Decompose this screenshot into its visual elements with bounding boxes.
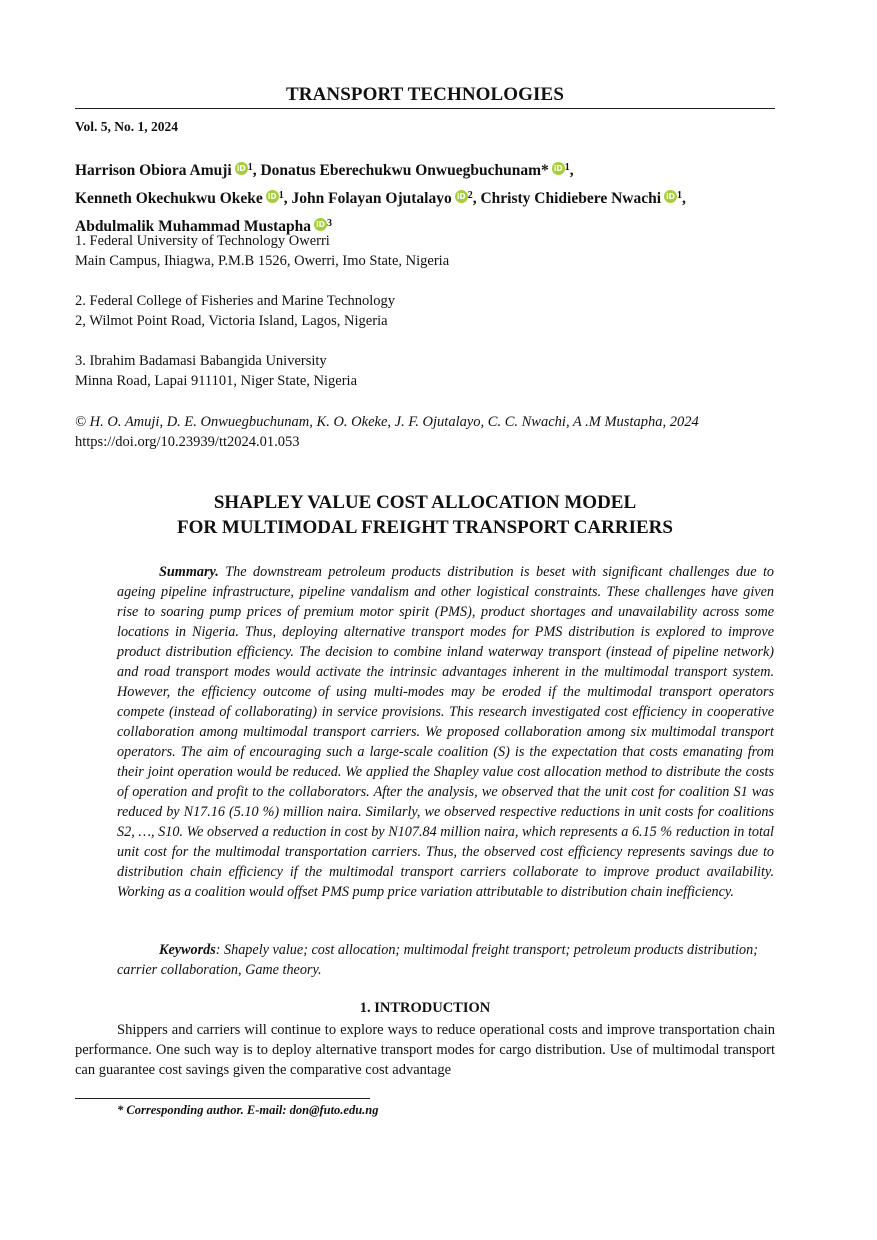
- author-name: Donatus Eberechukwu Onwuegbuchunam*: [260, 162, 549, 179]
- abstract-label: Summary.: [159, 564, 219, 580]
- orcid-icon[interactable]: iD: [455, 190, 468, 203]
- orcid-icon[interactable]: iD: [314, 218, 327, 231]
- affiliation-mark: 3: [327, 218, 333, 229]
- introduction-paragraph: Shippers and carriers will continue to explore ways to reduce operational costs and improve transportation chain performance. One such way is to deploy alternative transport modes for cargo distribution. Use of multimodal transport can guarantee cost savings given the comparative cost advantage: [75, 1022, 775, 1078]
- affiliation-1: 1. Federal University of Technology Owerri Main Campus, Ihiagwa, P.M.B 1526, Owerri, Imo State, Nigeria: [75, 233, 450, 269]
- orcid-icon[interactable]: iD: [552, 162, 565, 175]
- affiliation-mark: 1: [677, 190, 683, 201]
- orcid-icon[interactable]: iD: [266, 190, 279, 203]
- keywords-label: Keywords: [159, 942, 216, 958]
- author-list: Harrison Obiora Amuji iD $^1$, Donatus Eberechukwu Onwuegbuchunam* iD $^1$, Kenneth Okechukwu Okeke iD $^1$, John Folayan Ojutalayo iD $^2$, Christy Chidiebere Nwachi iD $^1$, Abdulmalik Muhammad Mustapha iD $^3$: [75, 162, 686, 235]
- copyright-block: [75, 412, 699, 452]
- abstract-text: The downstream petroleum products distribution is beset with significant challenges due to ageing pipeline infrastructure, pipeline vandalism and other logistical constraints. These challenges have given rise to soaring pump prices of premium motor spirit (PMS), product shortages and unavailability across some locations in Nigeria. Thus, deploying alternative transport modes for PMS distribution is explored to improve product distribution efficiency. The decision to combine inland waterway transport (instead of pipeline network) and road transport modes would activate the intrinsic advantages inherent in the multimodal transport system. However, the efficiency outcome of using multi-modes may be eroded if the multimodal transport operators compete (instead of collaborating) in service provisions. This research investigated cost efficiency in cooperative collaboration among multimodal transport carriers. We proposed collaboration among six multimodal transport operators. The aim of encouraging such a large-scale coalition (S) is the expectation that costs emanating from their joint operation would be reduced. We applied the Shapley value cost allocation method to distribute the costs of operation and profit to the collaborators. After the analysis, we observed that the unit cost for coalition S1 was reduced by N17.16 (5.10 %) million naira. Similarly, we observed respective reductions in unit costs for coalitions S2, …, S10. We observed a reduction in cost by N107.84 million naira, which represents a 6.15 % reduction in total unit cost for the multimodal transportation carriers. Thus, the observed cost efficiency represents savings due to distribution chain efficiency if the multimodal transport carriers collaborate to improve product availability. Working as a coalition would offset PMS pump price variation attributable to distribution chain inefficiency.: [117, 564, 774, 900]
- section-heading: 1. INTRODUCTION: [359, 1000, 491, 1016]
- header-rule: [75, 108, 775, 109]
- orcid-icon[interactable]: iD: [235, 162, 248, 175]
- paper-title: SHAPLEY VALUE COST ALLOCATION MODEL FOR MULTIMODAL FREIGHT TRANSPORT CARRIERS: [177, 492, 673, 538]
- author-name: Harrison Obiora Amuji: [75, 162, 232, 179]
- footnote-rule: [75, 1098, 370, 1099]
- affiliation-mark: 1: [247, 162, 253, 173]
- author-name: John Folayan Ojutalayo: [291, 190, 452, 207]
- author-name: Christy Chidiebere Nwachi: [480, 190, 662, 207]
- abstract: [117, 562, 774, 902]
- affiliation-mark: 1: [278, 190, 284, 201]
- affiliation-3: 3. Ibrahim Badamasi Babangida University Minna Road, Lapai 911101, Niger State, Nigeria: [75, 353, 358, 389]
- keywords: [117, 940, 774, 980]
- author-name: Abdulmalik Muhammad Mustapha: [75, 218, 312, 235]
- affiliation-mark: 1: [564, 162, 570, 173]
- keywords-text: : Shapely value; cost allocation; multimodal freight transport; petroleum products distribution; carrier collaboration, Game theory.: [117, 942, 758, 978]
- corresponding-author-footnote: * Corresponding author. E-mail: don@futo.edu.ng: [117, 1103, 379, 1117]
- affiliation-2: 2. Federal College of Fisheries and Marine Technology 2, Wilmot Point Road, Victoria Island, Lagos, Nigeria: [75, 293, 396, 329]
- journal-name: TRANSPORT TECHNOLOGIES: [286, 84, 564, 105]
- author-name: Kenneth Okechukwu Okeke: [75, 190, 263, 207]
- volume-info: Vol. 5, No. 1, 2024: [75, 119, 179, 134]
- doi-link[interactable]: https://doi.org/10.23939/tt2024.01.053: [75, 434, 300, 450]
- orcid-icon[interactable]: iD: [664, 190, 677, 203]
- copyright-line: © H. O. Amuji, D. E. Onwuegbuchunam, K. O. Okeke, J. F. Ojutalayo, C. C. Nwachi, A .M Mustapha, 2024: [75, 414, 699, 430]
- affiliation-mark: 2: [467, 190, 473, 201]
